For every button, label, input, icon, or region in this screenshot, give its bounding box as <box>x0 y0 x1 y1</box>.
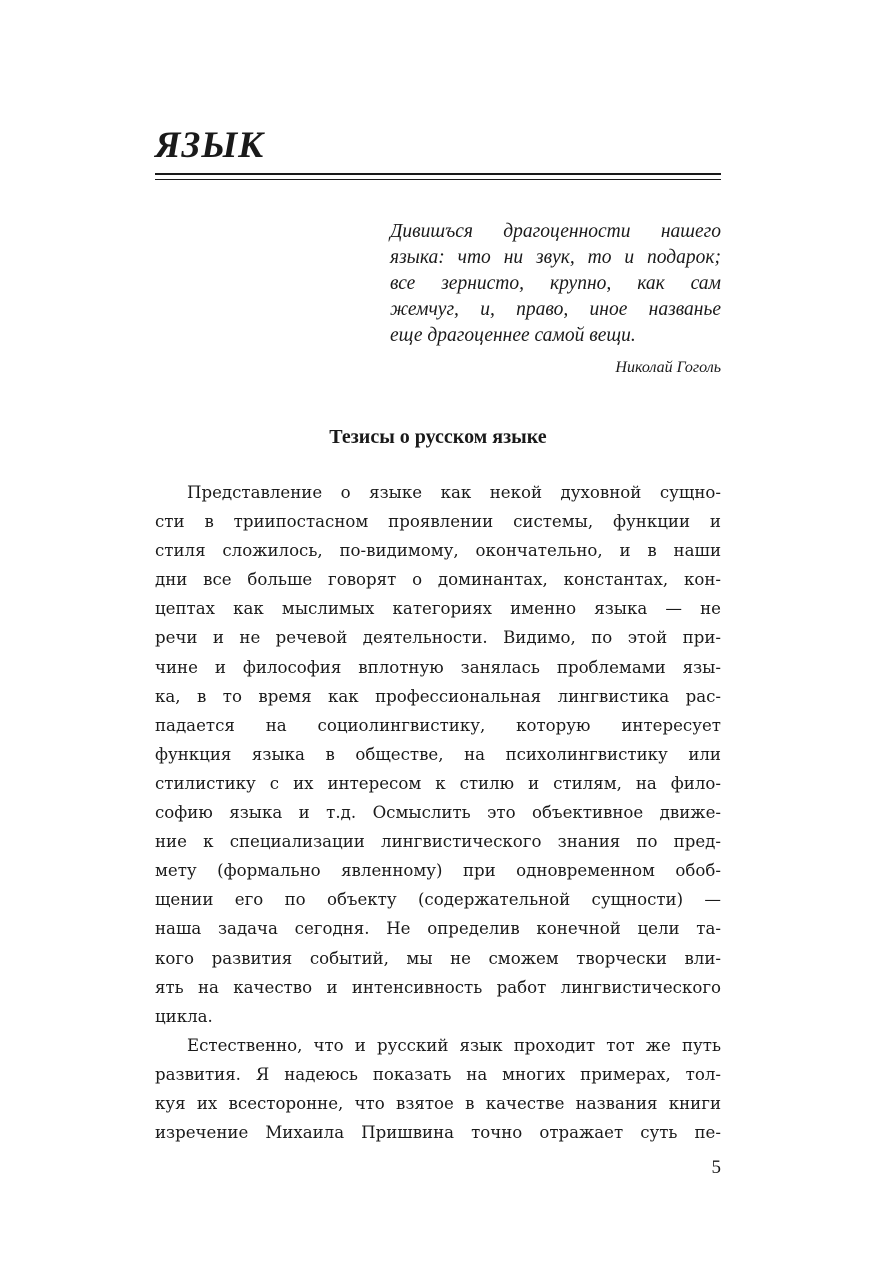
chapter-title: ЯЗЫК <box>155 125 265 166</box>
text-line: кого развития событий, мы не сможем творчески вли- <box>155 948 721 968</box>
text-line: речи и не речевой деятельности. Видимо, по этой при- <box>155 628 721 648</box>
text-line: Представление о языке как некой духовной сущно- <box>187 483 721 502</box>
text-line: цикла. <box>155 1006 213 1026</box>
text-line: цептах как мыслимых категориях именно языка — не <box>155 599 721 619</box>
section-heading: Тезисы о русском языке <box>329 426 547 448</box>
text-line: Естественно, что и русский язык проходит тот же путь <box>187 1035 721 1055</box>
text-line: дни все больше говорят о доминантах, константах, кон- <box>155 570 721 590</box>
text-line: сти в триипостасном проявлении системы, функции и <box>155 512 721 532</box>
text-line: софию языка и т.д. Осмыслить это объективное движе- <box>155 803 721 823</box>
epigraph-line: жемчуг, и, право, иное названье <box>390 299 721 320</box>
text-line: развития. Я надеюсь показать на многих примерах, тол- <box>155 1064 721 1084</box>
page-number: 5 <box>711 1157 721 1178</box>
text-line: наша задача сегодня. Не определив конечной цели та- <box>155 919 721 939</box>
text-line: мету (формально явленному) при одновременном обоб- <box>155 861 721 881</box>
paragraph <box>155 478 721 1031</box>
epigraph-line: все зернисто, крупно, как сам <box>390 273 721 294</box>
text-line: чине и философия вплотную занялась проблемами язы- <box>155 657 721 677</box>
epigraph-line: языка: что ни звук, то и подарок; <box>390 247 721 268</box>
text-line: падается на социолингвистику, которую интересует <box>155 715 721 735</box>
epigraph <box>390 219 721 349</box>
text-line: функция языка в обществе, на психолингвистику или <box>155 744 721 764</box>
text-line: куя их всесторонне, что взятое в качестве названия книги <box>155 1093 721 1113</box>
text-line: щении его по объекту (содержательной сущности) — <box>155 890 721 910</box>
text-line: стиля сложилось, по-видимому, окончательно, и в наши <box>155 541 721 561</box>
text-line: ять на качество и интенсивность работ лингвистического <box>155 977 721 997</box>
paragraph <box>155 1031 721 1147</box>
title-rule-thick <box>155 173 721 175</box>
text-line: ние к специализации лингвистического знания по пред- <box>155 832 721 852</box>
epigraph-line: еще драгоценнее самой вещи. <box>390 325 636 346</box>
title-rule-thin <box>155 179 721 180</box>
epigraph-line: Дивишъся драгоценности нашего <box>390 221 721 242</box>
text-line: стилистику с их интересом к стилю и стилям, на фило- <box>155 773 721 793</box>
text-line: изречение Михаила Пришвина точно отражает суть пе- <box>155 1123 721 1143</box>
text-line: ка, в то время как профессиональная лингвистика рас- <box>155 686 721 706</box>
epigraph-author: Николай Гоголь <box>615 359 721 376</box>
body-text <box>155 478 721 1147</box>
